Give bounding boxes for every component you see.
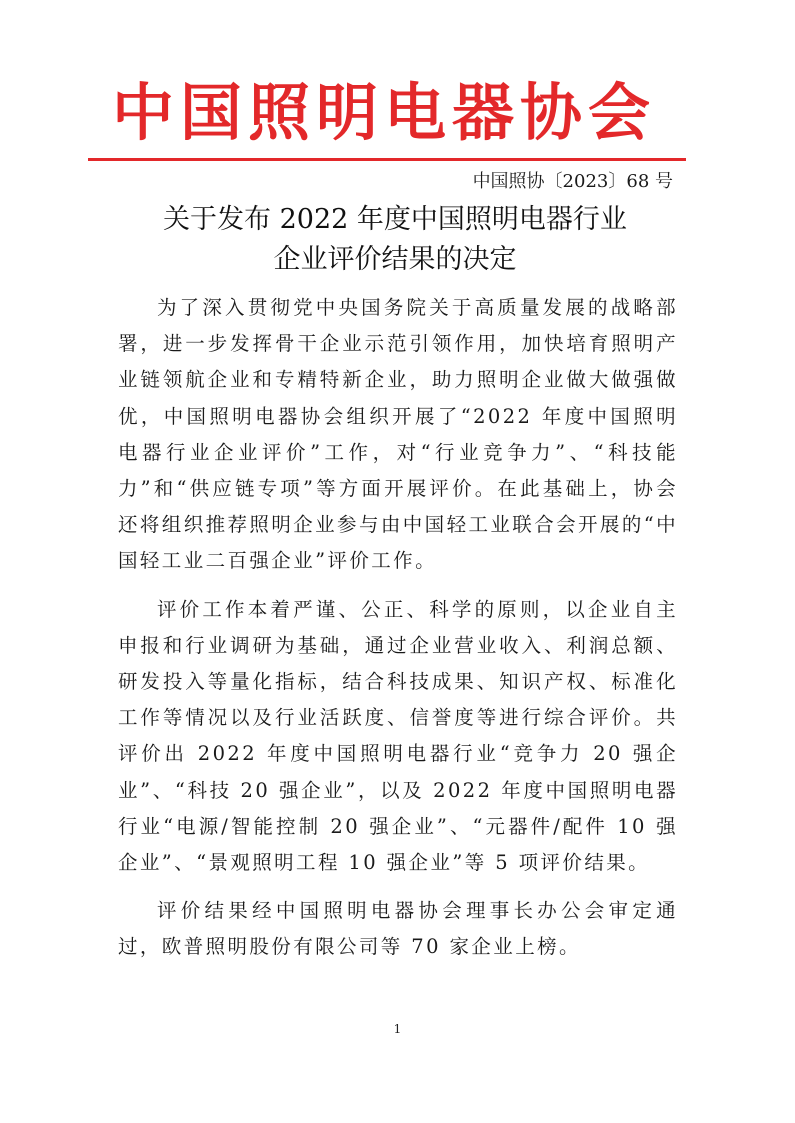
document-title-line-2: 企业评价结果的决定	[273, 244, 517, 275]
document-number: 中国照协〔2023〕68 号	[472, 171, 673, 192]
header-divider-line	[88, 158, 686, 161]
organization-header: 中国照明电器协会	[112, 76, 657, 149]
body-paragraph-1: 为了深入贯彻党中央国务院关于高质量发展的战略部署，进一步发挥骨干企业示范引领作用，加快培育照明产业链领航企业和专精特新企业，助力照明企业做大做强做优，中国照明电器协会组织开展了“2022 年度中国照明电器行业企业评价”工作，对“行业竞争力”、“科技能力”和“供应链专项”等方面开展评价。在此基础上，协会还将组织推荐照明企业参与由中国轻工业联合会开展的“中国轻工业二百强企业”评价工作。	[118, 296, 678, 573]
document-title-line-1: 关于发布 2022 年度中国照明电器行业	[163, 204, 627, 235]
body-paragraph-3: 评价结果经中国照明电器协会理事长办公会审定通过，欧普照明股份有限公司等 70 家企业上榜。	[118, 899, 678, 959]
page-number: 1	[393, 1022, 402, 1036]
body-paragraph-2: 评价工作本着严谨、公正、科学的原则，以企业自主申报和行业调研为基础，通过企业营业收入、利润总额、研发投入等量化指标，结合科技成果、知识产权、标准化工作等情况以及行业活跃度、信誉度等进行综合评价。共评价出 2022 年度中国照明电器行业“竞争力 20 强企业”、“科技 20 强企业”，以及 2022 年度中国照明电器行业“电源/智能控制 20 强企业”、“元器件/配件 10 强企业”、“景观照明工程 10 强企业”等 5 项评价结果。	[118, 597, 678, 875]
document-title	[80, 200, 710, 280]
document-body	[118, 290, 678, 978]
